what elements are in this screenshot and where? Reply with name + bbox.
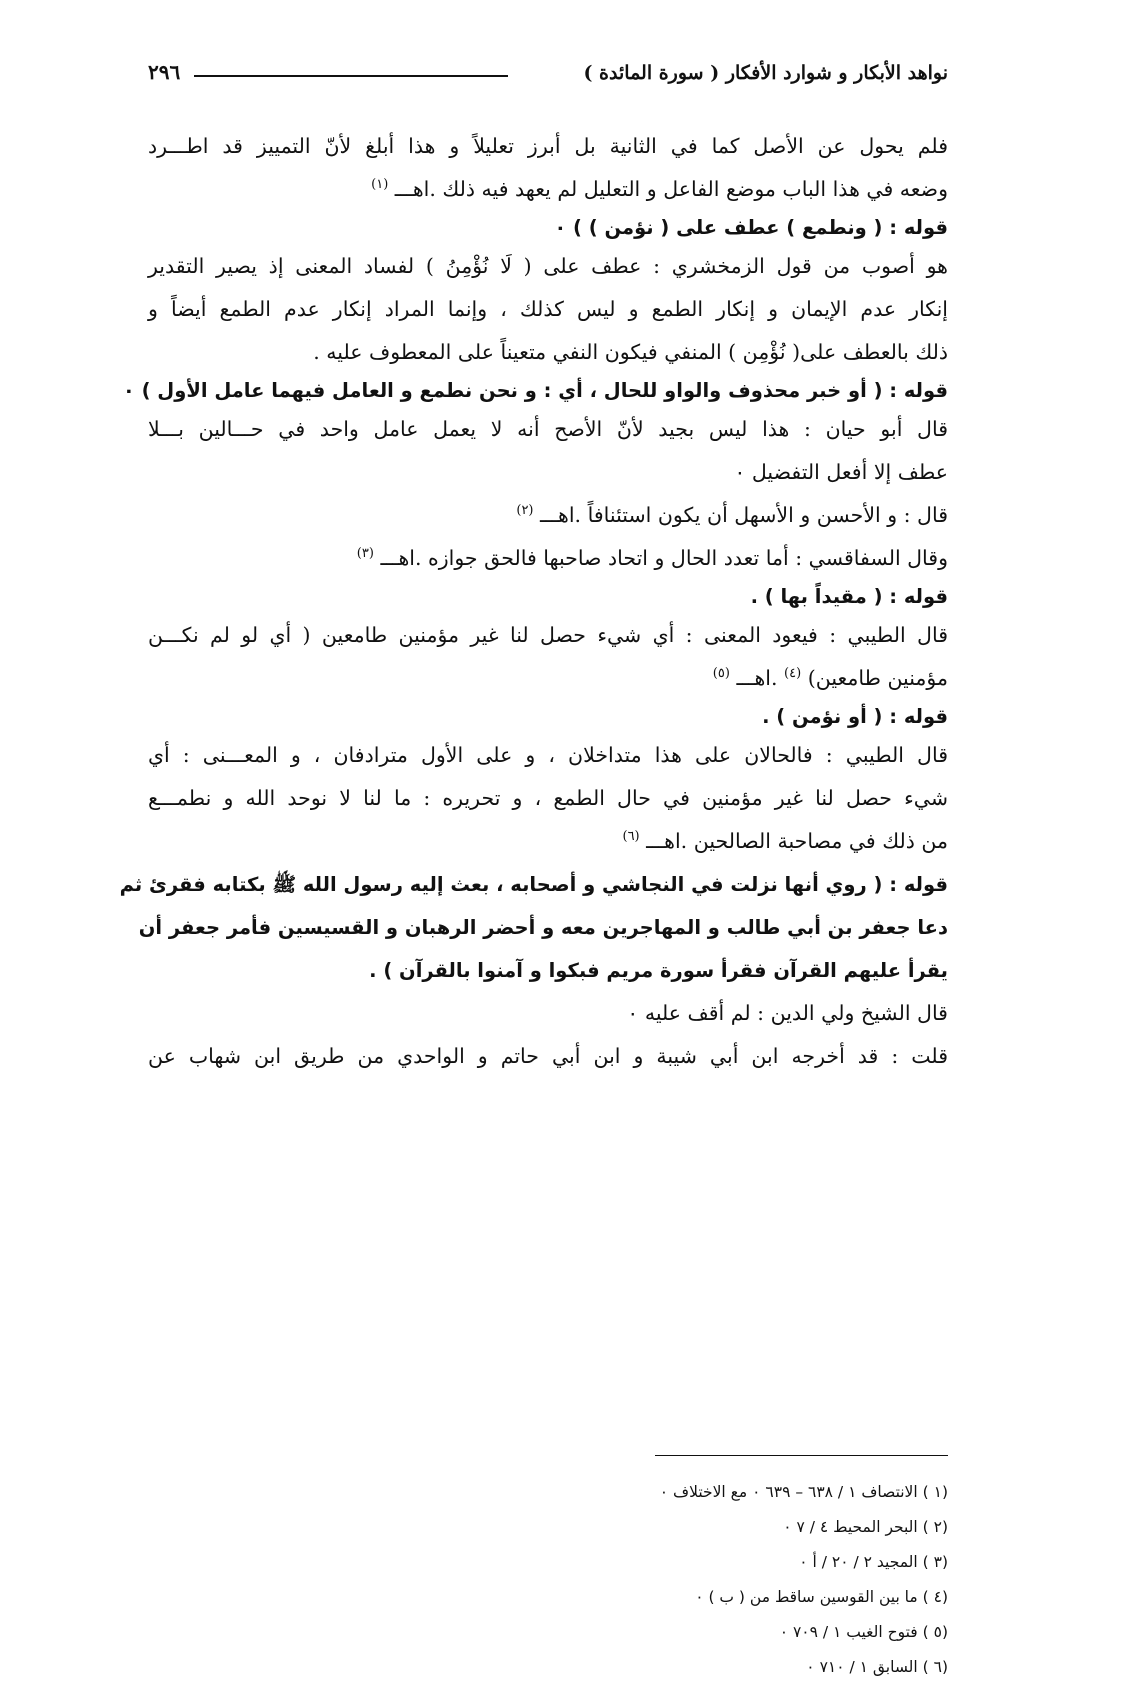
footnote-marker: (٣) — [356, 546, 374, 562]
text-line: قال الطيبي : فيعود المعنى : أي شيء حصل لنا غير مؤمنين طامعين ( أي لو لم نكـــن — [148, 623, 948, 647]
main-text — [119, 125, 948, 1078]
text-line: قال الشيخ ولي الدين : لم أقف عليه ٠ — [627, 1001, 948, 1025]
bold-heading-line: قوله : ( مقيداً بها ) . — [750, 585, 948, 608]
page-header — [148, 62, 948, 92]
bold-heading-line: قوله : ( أو خبر محذوف والواو للحال ، أي : و نحن نطمع و العامل فيهما عامل الأول ) ٠ — [122, 379, 948, 402]
footnote-item: (١ ) الانتصاف ١ / ٦٣٨ – ٦٣٩ ٠ مع الاختلاف ٠ — [659, 1483, 948, 1501]
footnote-item: (٣ ) المجيد ٢ / ٢٠ / أ ٠ — [799, 1553, 948, 1571]
footnote-item: (٦ ) السابق ١ / ٧١٠ ٠ — [806, 1658, 948, 1676]
bold-heading-line: قوله : ( روي أنها نزلت في النجاشي و أصحابه ، بعث إليه رسول الله ﷺ بكتابه فقرئ ثم — [119, 873, 948, 896]
text-line: قال أبو حيان : هذا ليس بجيد لأنّ الأصح أنه لا يعمل عامل واحد في حـــالين بـــلا — [148, 417, 948, 441]
footnote-marker: (٥) — [712, 666, 730, 682]
footnote-marker: (٦) — [622, 829, 640, 845]
running-title: نواهد الأبكار و شوارد الأفكار ( سورة المائدة ) — [583, 62, 948, 84]
text-line: هو أصوب من قول الزمخشري : عطف على ( لَا نُؤْمِنُ ) لفساد المعنى إذ يصير التقدير — [148, 254, 948, 278]
header-rule — [194, 75, 508, 77]
text-line: عطف إلا أفعل التفضيل ٠ — [734, 460, 948, 484]
footnote-item: (٢ ) البحر المحيط ٤ / ٧ ٠ — [783, 1518, 948, 1536]
footnote-item: (٥ ) فتوح الغيب ١ / ٧٠٩ ٠ — [779, 1623, 948, 1641]
text-line: وضعه في هذا الباب موضع الفاعل و التعليل لم يعهد فيه ذلك .اهـــ $^{(١)}$ — [371, 177, 948, 201]
text-line: فلم يحول عن الأصل كما في الثانية بل أبرز تعليلاً و هذا أبلغ لأنّ التمييز قد اطـــرد — [148, 134, 948, 158]
text-line: قلت : قد أخرجه ابن أبي شيبة و ابن أبي حاتم و الواحدي من طريق ابن شهاب عن — [148, 1044, 948, 1068]
page-number: ٢٩٦ — [148, 60, 181, 84]
text-line: مؤمنين طامعين) $^{(٤)}$ .اهـــ $^{(٥)}$ — [712, 666, 948, 690]
text-line: شيء حصل لنا غير مؤمنين في حال الطمع ، و تحريره : ما لنا لا نوحد الله و نطمـــع — [148, 786, 948, 810]
footnote-marker: (٤) — [784, 666, 802, 682]
text-line: إنكار عدم الإيمان و إنكار الطمع و ليس كذلك ، وإنما المراد إنكار عدم الطمع أيضاً و — [148, 297, 948, 321]
text-line: من ذلك في مصاحبة الصالحين .اهـــ $^{(٦)}$ — [622, 829, 948, 853]
bold-heading-line: قوله : ( ونطمع ) عطف على ( نؤمن ) ) ٠ — [554, 216, 948, 239]
footnote-marker: (١) — [371, 177, 389, 193]
text-line: قال الطيبي : فالحالان على هذا متداخلان ، و على الأول مترادفان ، و المعـــنى : أي — [148, 743, 948, 767]
footnote-marker: (٢) — [516, 503, 534, 519]
text-line: ذلك بالعطف على( نُؤْمِن ) المنفي فيكون النفي متعيناً على المعطوف عليه . — [313, 340, 948, 364]
bold-heading-line: قوله : ( أو نؤمن ) . — [762, 705, 948, 728]
footnote-separator — [655, 1455, 948, 1456]
text-line: قال : و الأحسن و الأسهل أن يكون استئنافاً .اهـــ $^{(٢)}$ — [516, 503, 948, 527]
footnote-item: (٤ ) ما بين القوسين ساقط من ( ب ) ٠ — [695, 1588, 948, 1606]
text-line: وقال السفاقسي : أما تعدد الحال و اتحاد صاحبها فالحق جوازه .اهـــ $^{(٣)}$ — [356, 546, 948, 570]
footnotes — [148, 1475, 948, 1685]
bold-heading-line: يقرأ عليهم القرآن فقرأ سورة مريم فبكوا و آمنوا بالقرآن ) . — [369, 959, 948, 982]
bold-heading-line: دعا جعفر بن أبي طالب و المهاجرين معه و أحضر الرهبان و القسيسين فأمر جعفر أن — [138, 916, 948, 939]
